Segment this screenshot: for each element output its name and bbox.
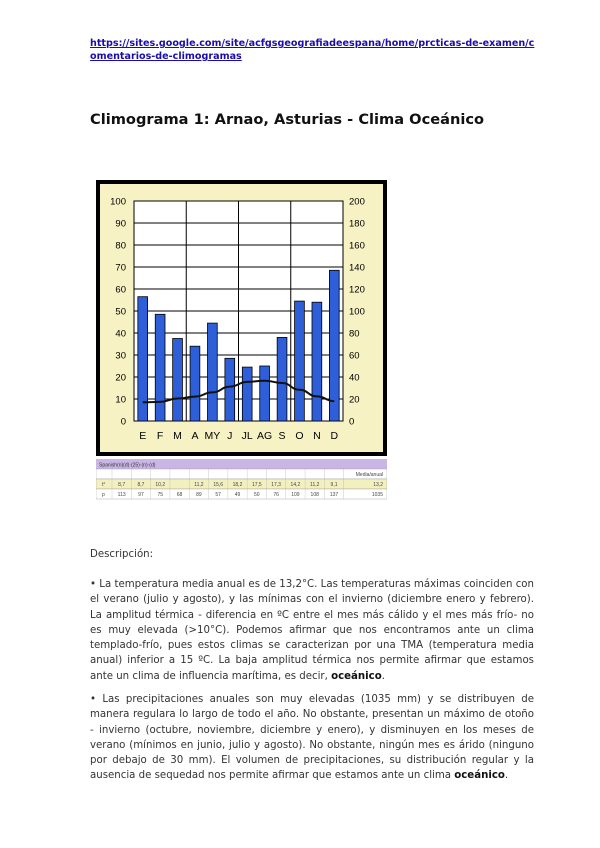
precipitation-bar xyxy=(277,337,287,421)
precipitation-bar xyxy=(329,270,339,421)
month-label: O xyxy=(295,430,304,442)
table-cell: 76 xyxy=(273,492,279,499)
table-cell: 113 xyxy=(117,492,126,499)
table-cell: 10,2 xyxy=(155,482,166,489)
source-link[interactable]: https://sites.google.com/site/acfgsgeografiadeespana/home/prcticas-de-examen/comentarios-de-climogramas xyxy=(90,38,535,62)
right-axis-tick-label: 180 xyxy=(349,218,365,230)
left-axis-tick-label: 10 xyxy=(115,394,126,406)
month-label: JL xyxy=(241,430,253,442)
month-label: E xyxy=(139,430,147,442)
right-axis-tick-label: 140 xyxy=(349,262,365,274)
right-axis-tick-label: 60 xyxy=(349,350,360,362)
table-cell: 137 xyxy=(329,492,339,499)
table-cell: 8,7 xyxy=(118,482,126,489)
right-axis-tick-label: 80 xyxy=(349,328,360,340)
precipitation-bar xyxy=(173,339,183,422)
paragraph-temperature-end: . xyxy=(381,670,385,682)
paragraph-precipitation-end: . xyxy=(504,770,509,782)
paragraph-precipitation-text: • Las precipitaciones anuales son muy elevadas (1035 mm) y se distribuyen de manera regulara lo largo de todo el año. No obstante, presentan un máximo de otoño - invierno (octubre, noviembre, diciembre y enero), y disminuyen en los meses de verano (mínimos en junio, julio y agosto). No obstante, ningún mes es árido (ninguno por debajo de 30 mm). El volumen de precipitaciones, su distribución regular y la ausencia de sequedad nos permite afirmar que estamos ante un clima xyxy=(90,694,534,782)
right-axis-tick-label: 0 xyxy=(349,416,355,428)
table-cell: 97 xyxy=(138,492,144,499)
table-cell: 15,6 xyxy=(213,482,224,489)
paragraph-precipitation xyxy=(90,692,534,784)
table-cell: 68 xyxy=(176,492,183,499)
right-axis-tick-label: 40 xyxy=(349,372,360,384)
precipitation-bar xyxy=(225,358,235,421)
table-cell: 13,2 xyxy=(373,482,383,489)
table-cell: 49 xyxy=(234,492,241,499)
month-label: N xyxy=(313,430,321,442)
table-cell: 50 xyxy=(254,492,260,499)
table-cell: t° xyxy=(102,482,106,489)
month-label: MY xyxy=(204,430,221,442)
right-axis-tick-label: 200 xyxy=(349,196,365,208)
month-label: M xyxy=(173,430,182,442)
left-axis-tick-label: 80 xyxy=(115,240,126,252)
month-label: F xyxy=(156,430,164,442)
table-cell: Media/anual xyxy=(355,472,383,479)
left-axis-tick-label: 60 xyxy=(115,284,126,296)
table-cell: 17,5 xyxy=(251,482,262,489)
table-cell: 8,7 xyxy=(137,482,145,489)
climograph-figure xyxy=(96,180,387,502)
table-cell: 17,3 xyxy=(271,482,281,489)
paragraph-temperature-text: • La temperatura media anual es de 13,2°C. Las temperaturas máximas coinciden con el verano (julio y agosto), y las mínimas con el invierno (diciembre enero y febrero). La amplitud térmica - diferencia en ºC entre el mes más cálido y el mes más frío- no es muy elevada (>10°C). Podemos afirmar que nos encontramos ante un clima templado-frío, pues estos climas se caracterizan por una TMA (temperatura media anual) inferior a 15 ºC. La baja amplitud térmica nos permite afirmar que estamos ante un clima de influencia marítima, es decir, xyxy=(90,579,534,682)
right-axis-tick-label: 20 xyxy=(349,394,360,406)
paragraph-temperature-bold: oceánico xyxy=(331,670,382,682)
month-label: A xyxy=(191,430,199,442)
right-axis-tick-label: 100 xyxy=(349,306,365,318)
left-axis-tick-label: 100 xyxy=(110,196,126,208)
left-axis-tick-label: 90 xyxy=(115,218,126,230)
table-cell: 89 xyxy=(196,492,202,499)
left-axis-tick-label: 70 xyxy=(115,262,126,274)
month-label: J xyxy=(227,430,233,442)
precipitation-bar xyxy=(207,323,217,421)
table-header-text: Spanish(n)(d)·(25)·(n)·(d) xyxy=(99,462,156,469)
precipitation-bar xyxy=(242,367,252,421)
table-cell: 9,1 xyxy=(330,482,338,489)
climograph-chart xyxy=(96,180,387,502)
left-axis-tick-label: 0 xyxy=(120,416,126,428)
month-label: S xyxy=(278,430,286,442)
month-label: D xyxy=(330,430,339,442)
paragraph-precipitation-bold: oceánico xyxy=(454,770,505,782)
left-axis-tick-label: 50 xyxy=(115,306,126,318)
table-cell: 1035 xyxy=(371,492,383,499)
table-cell: 11,2 xyxy=(194,482,204,489)
table-cell: 11,2 xyxy=(310,482,320,489)
description-label: Descripción: xyxy=(90,549,154,560)
table-cell: p xyxy=(102,492,105,499)
right-axis-tick-label: 120 xyxy=(349,284,365,296)
page-title: Climograma 1: Arnao, Asturias - Clima Oceánico xyxy=(90,111,485,128)
table-cell: 18,2 xyxy=(232,482,243,489)
right-axis-tick-label: 160 xyxy=(349,240,365,252)
month-label: AG xyxy=(257,430,273,442)
table-cell: 75 xyxy=(157,492,164,499)
left-axis-tick-label: 30 xyxy=(115,350,126,362)
table-cell: 57 xyxy=(215,492,221,499)
table-top-row-bg xyxy=(96,469,387,479)
precipitation-bar xyxy=(312,302,322,421)
precipitation-bar xyxy=(295,301,305,421)
paragraph-temperature xyxy=(90,577,534,684)
table-cell: 109 xyxy=(291,492,300,499)
precipitation-bar xyxy=(190,346,200,421)
precipitation-bar xyxy=(155,314,165,421)
precipitation-bar xyxy=(260,366,270,421)
table-cell: 14,2 xyxy=(290,482,301,489)
table-cell: 108 xyxy=(310,492,319,499)
left-axis-tick-label: 20 xyxy=(115,372,126,384)
left-axis-tick-label: 40 xyxy=(115,328,126,340)
